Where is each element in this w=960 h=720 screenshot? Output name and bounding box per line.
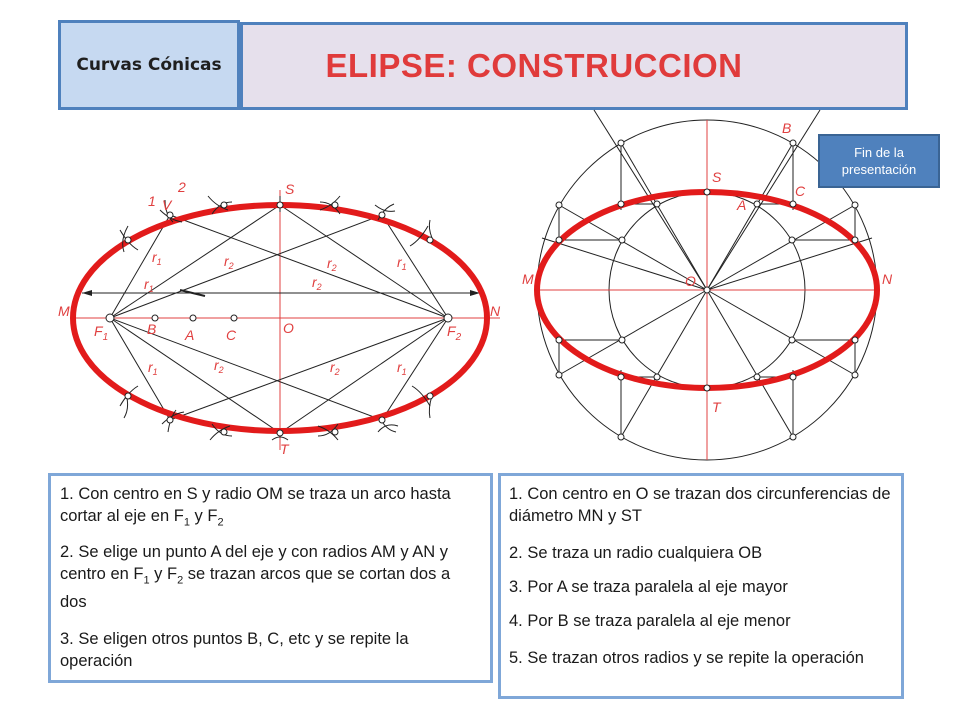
label-r1: $r_1$ (152, 249, 162, 267)
label-S: S (712, 169, 722, 185)
label-n2: 2 (178, 179, 186, 195)
label-T: T (280, 441, 289, 457)
label-O: O (283, 320, 294, 336)
section-title: Curvas Cónicas (76, 55, 222, 75)
label-r1: $r_1$ (148, 359, 158, 377)
label-N: N (490, 303, 501, 319)
end-presentation-label: Fin de la presentación (841, 145, 917, 177)
label-r2: $r_2$ (214, 357, 224, 375)
label-r1: $r_1$ (397, 254, 407, 272)
right-step-2: 2. Se traza un radio cualquiera OB (509, 544, 763, 562)
label-M: M (522, 271, 534, 287)
end-presentation-button[interactable] (818, 134, 940, 188)
label-V: V (162, 197, 172, 213)
label-r2: $r_2$ (312, 274, 322, 292)
label-A: A (185, 327, 195, 343)
left-figure (58, 179, 501, 457)
label-M: M (58, 303, 70, 319)
right-step-4: 4. Por B se traza paralela al eje menor (509, 612, 791, 630)
label-O: O (685, 273, 696, 289)
right-steps-panel (498, 473, 904, 699)
label-N: N (882, 271, 893, 287)
label-B: B (782, 120, 792, 136)
left-step-1: 1. Con centro en S y radio OM se traza un arco hasta cortar al eje en $F_1$ y $F_2$ (60, 485, 451, 529)
left-step-2: 2. Se elige un punto A del eje y con radios AM y AN y centro en $F_1$ y $F_2$ se trazan arcos que se cortan dos a dos (60, 543, 451, 612)
page-title: ELIPSE: CONSTRUCCION (325, 47, 743, 84)
label-C: C (226, 327, 237, 343)
label-F1: $F_1$ (94, 323, 109, 343)
right-step-5: 5. Se trazan otros radios y se repite la operación (509, 649, 864, 667)
left-step-3: 3. Se eligen otros puntos B, C, etc y se repite la operación (60, 630, 409, 670)
label-A: A (737, 197, 747, 213)
right-step-1: 1. Con centro en O se trazan dos circunferencias de diámetro MN y ST (509, 485, 891, 525)
label-n1: 1 (148, 193, 156, 209)
label-r1: $r_1$ (397, 359, 407, 377)
left-steps-panel (48, 473, 493, 683)
label-r2: $r_2$ (327, 255, 337, 273)
label-r1: $r_1$ (144, 276, 154, 294)
right-step-3: 3. Por A se traza paralela al eje mayor (509, 578, 788, 596)
label-r2: $r_2$ (224, 253, 234, 271)
label-r2: $r_2$ (330, 359, 340, 377)
label-S: S (285, 181, 295, 197)
label-B: B (147, 321, 157, 337)
label-C: C (795, 183, 806, 199)
label-T: T (712, 399, 721, 415)
label-F2: $F_2$ (447, 323, 462, 343)
